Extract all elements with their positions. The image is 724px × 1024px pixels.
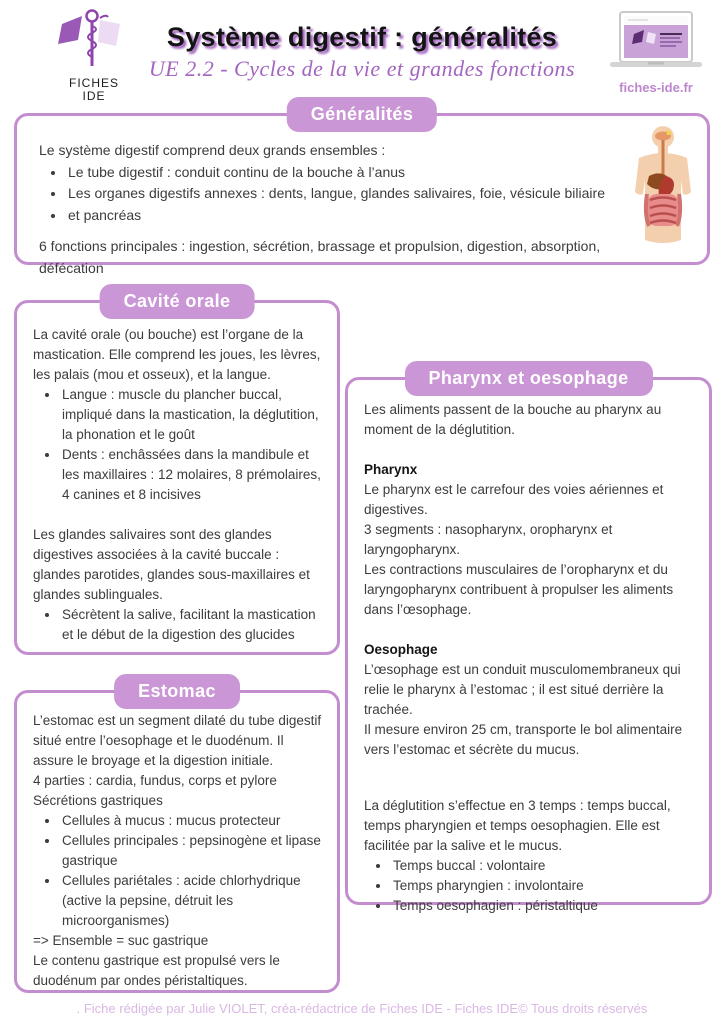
list-item: • Sécrètent la salive, facilitant la mastication et le début de la digestion des glucides xyxy=(60,605,325,645)
estomac-parties: 4 parties : cardia, fundus, corps et pylore xyxy=(33,773,277,788)
oesophage-paragraph: L’œsophage est un conduit musculomembraneux qui relie le pharynx à l’estomac ; il est situé derrière la trachée. xyxy=(364,662,681,717)
digestive-system-illustration xyxy=(625,124,701,256)
section-generalites-title: Généralités xyxy=(287,97,437,132)
page-title: Système digestif : généralités xyxy=(166,22,558,52)
section-cavite-orale-title: Cavité orale xyxy=(100,284,255,319)
list-item: • Cellules pariétales : acide chlorhydrique (active la pepsine, détruit les microorganismes) xyxy=(60,871,327,931)
list-item: • Langue : muscle du plancher buccal, impliqué dans la mastication, la déglutition, la phonation et le goût xyxy=(60,385,325,445)
cavite-bullet-list xyxy=(33,385,325,505)
website-url: fiches-ide.fr xyxy=(619,80,693,95)
generalites-bullet-list xyxy=(39,162,611,227)
list-item: • Dents : enchâssées dans la mandibule et les maxillaires : 12 molaires, 8 prémolaires, 4 canines et 8 incisives xyxy=(60,445,325,505)
list-item: • Les organes digestifs annexes : dents, langue, glandes salivaires, foie, vésicule biliaire xyxy=(66,183,611,205)
list-item: • Temps buccal : volontaire xyxy=(391,856,695,876)
logo-text-line1: FICHES xyxy=(68,76,119,90)
caduceus-logo-icon xyxy=(48,8,140,70)
oesophage-heading: Oesophage xyxy=(364,642,438,657)
section-pharynx-oesophage-title: Pharynx et oesophage xyxy=(404,361,652,396)
list-item: • Cellules principales : pepsinogène et lipase gastrique xyxy=(60,831,327,871)
cavite-glandes-bullet-list xyxy=(33,605,325,645)
generalites-functions: 6 fonctions principales : ingestion, sécrétion, brassage et propulsion, digestion, absorption, défécation xyxy=(39,238,601,276)
oesophage-paragraph: Il mesure environ 25 cm, transporte le bol alimentaire vers l’estomac et sécrète du mucus. xyxy=(364,722,683,757)
logo-text-line2: IDE xyxy=(82,89,106,103)
cavite-glandes-intro: Les glandes salivaires sont des glandes digestives associées à la cavité buccale : glandes parotides, glandes sous-maxillaires et glandes sublinguales. xyxy=(33,527,310,602)
estomac-conclusion: Le contenu gastrique est propulsé vers le duodénum par ondes péristaltiques. xyxy=(33,953,280,988)
pharynx-heading: Pharynx xyxy=(364,462,418,477)
section-pharynx-oesophage xyxy=(345,368,712,913)
estomac-secretions-label: Sécrétions gastriques xyxy=(33,793,163,808)
pharynx-intro: Les aliments passent de la bouche au pharynx au moment de la déglutition. xyxy=(364,402,662,437)
generalites-intro: Le système digestif comprend deux grands ensembles : xyxy=(39,142,386,158)
list-item: • et pancréas xyxy=(66,205,611,227)
deglutition-intro: La déglutition s’effectue en 3 temps : temps buccal, temps pharyngien et temps oesophagien. Elle est facilitée par la salive et le mucus. xyxy=(364,798,671,853)
section-generalites xyxy=(14,104,710,276)
page-subtitle: UE 2.2 - Cycles de la vie et grandes fonctions xyxy=(148,56,576,81)
list-item: • Temps pharyngien : involontaire xyxy=(391,876,695,896)
list-item: • Le tube digestif : conduit continu de la bouche à l’anus xyxy=(66,162,611,184)
list-item: • Temps oesophagien : péristaltique xyxy=(391,896,695,916)
estomac-bullet-list xyxy=(33,811,327,931)
section-estomac xyxy=(14,681,340,993)
estomac-conclusion: => Ensemble = suc gastrique xyxy=(33,933,209,948)
laptop-icon xyxy=(604,10,708,72)
section-estomac-title: Estomac xyxy=(114,674,240,709)
pharynx-paragraph: Le pharynx est le carrefour des voies aériennes et digestives. xyxy=(364,482,664,517)
deglutition-bullet-list xyxy=(364,856,695,916)
cavite-intro: La cavité orale (ou bouche) est l’organe de la mastication. Elle comprend les joues, les lèvres, les palais (mou et osseux), et la langue. xyxy=(33,327,321,382)
laptop-preview-block xyxy=(600,10,712,95)
logo-text xyxy=(38,77,150,103)
pharynx-paragraph: Les contractions musculaires de l’oropharynx et du laryngopharynx contribuent à propulser les aliments dans l’œsophage. xyxy=(364,562,674,617)
estomac-intro: L’estomac est un segment dilaté du tube digestif situé entre l’oesophage et le duodénum. Il assure le broyage et la digestion initiale. xyxy=(33,713,322,768)
header-title-block xyxy=(145,22,579,82)
section-cavite-orale xyxy=(14,291,340,655)
fiches-ide-logo xyxy=(38,8,150,103)
list-item: • Cellules à mucus : mucus protecteur xyxy=(60,811,327,831)
pharynx-paragraph: 3 segments : nasopharynx, oropharynx et laryngopharynx. xyxy=(364,522,613,557)
copyright-footer: . Fiche rédigée par Julie VIOLET, créa-rédactrice de Fiches IDE - Fiches IDE© Tous droits réservés xyxy=(76,1001,648,1016)
